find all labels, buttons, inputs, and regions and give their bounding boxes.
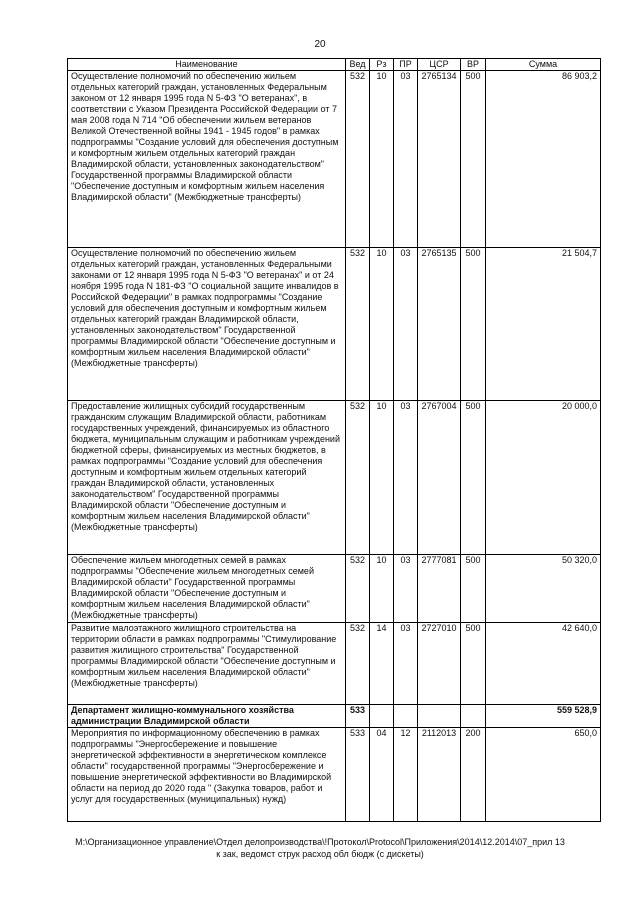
row-csr: 2727010 — [418, 623, 461, 705]
footer-file-path: M:\Организационное управление\Отдел делопроизводства\!Протокол\Protocol\Приложения\2014\12.2014\07_прил 13 — [75, 837, 565, 847]
row-ved: 532 — [346, 623, 370, 705]
table-row — [68, 555, 601, 623]
header-vr: ВР — [461, 59, 486, 71]
row-ved: 533 — [346, 728, 370, 822]
row-sum: 50 320,0 — [486, 555, 601, 623]
row-sum: 20 000,0 — [486, 401, 601, 555]
row-ved: 532 — [346, 401, 370, 555]
header-name: Наименование — [68, 59, 346, 71]
row-vr: 500 — [461, 555, 486, 623]
row-rz — [370, 705, 394, 728]
row-sum: 559 528,9 — [486, 705, 601, 728]
row-vr: 200 — [461, 728, 486, 822]
footer-file-description: к зак, ведомст струк расход обл бюдж (с дискеты) — [216, 849, 424, 859]
row-name: Мероприятия по информационному обеспечению в рамках подпрограммы "Энергосбережение и повышение энергетической эффективности в энергетическом комплексе области" государственной программы "Энергосбережение и повышение энергетической эффективности во Владимирской области на период до 2020 года " (Закупка товаров, работ и услуг для государственных (муниципальных) нужд) — [68, 728, 346, 822]
table-row — [68, 71, 601, 248]
row-name: Осуществление полномочий по обеспечению жильем отдельных категорий граждан, установленных Федеральными законами от 12 января 1995 года N 5-ФЗ "О ветеранах" и от 24 ноября 1995 года N 181-ФЗ "О социальной защите инвалидов в Российской Федерации" в рамках подпрограммы "Создание условий для обеспечения доступным и комфортным жильем отдельных категорий граждан Владимирской области, установленных законодательством" Государственной программы Владимирской области "Обеспечение доступным и комфортным жильем населения Владимирской области" (Межбюджетные трансферты) — [68, 248, 346, 401]
row-pr: 03 — [394, 248, 418, 401]
table-row — [68, 623, 601, 705]
row-rz: 10 — [370, 555, 394, 623]
header-rz: Рз — [370, 59, 394, 71]
header-sum: Сумма — [486, 59, 601, 71]
row-name: Предоставление жилищных субсидий государственным гражданским служащим Владимирской области, работникам государственных учреждений, финансируемых из областного бюджета, муниципальным служащим и работникам учреждений бюджетной сферы, финансируемых из местных бюджетов, в рамках подпрограммы "Создание условий для обеспечения доступным и комфортным жильем отдельных категорий граждан Владимирской области, установленных законодательством" Государственной программы Владимирской области "Обеспечение доступным и комфортным жильем населения Владимирской области" (Межбюджетные трансферты) — [68, 401, 346, 555]
row-ved: 532 — [346, 71, 370, 248]
row-csr: 2767004 — [418, 401, 461, 555]
row-name: Обеспечение жильем многодетных семей в рамках подпрограммы "Обеспечение жильем многодетных семей Владимирской области" Государственной программы Владимирской области "Обеспечение доступным и комфортным жильем населения Владимирской области" (Межбюджетные трансферты) — [68, 555, 346, 623]
row-rz: 10 — [370, 248, 394, 401]
budget-table — [67, 58, 601, 822]
row-rz: 10 — [370, 71, 394, 248]
row-name: Развитие малоэтажного жилищного строительства на территории области в рамках подпрограммы "Стимулирование развития жилищного строительства" Государственной программы Владимирской области "Обеспечение доступным и комфортным жильем населения Владимирской области" (Межбюджетные трансферты) — [68, 623, 346, 705]
row-rz: 10 — [370, 401, 394, 555]
header-csr: ЦСР — [418, 59, 461, 71]
row-vr — [461, 705, 486, 728]
row-csr: 2112013 — [418, 728, 461, 822]
row-pr: 03 — [394, 623, 418, 705]
table-header-row — [68, 59, 601, 71]
page-number: 20 — [314, 39, 326, 50]
header-pr: ПР — [394, 59, 418, 71]
row-rz: 04 — [370, 728, 394, 822]
header-ved: Вед — [346, 59, 370, 71]
row-vr: 500 — [461, 248, 486, 401]
row-csr — [418, 705, 461, 728]
row-vr: 500 — [461, 623, 486, 705]
table-row — [68, 401, 601, 555]
row-pr: 12 — [394, 728, 418, 822]
row-ved: 533 — [346, 705, 370, 728]
table-row — [68, 728, 601, 822]
row-rz: 14 — [370, 623, 394, 705]
row-vr: 500 — [461, 71, 486, 248]
row-vr: 500 — [461, 401, 486, 555]
row-ved: 532 — [346, 555, 370, 623]
table-row — [68, 248, 601, 401]
row-sum: 42 640,0 — [486, 623, 601, 705]
row-name: Департамент жилищно-коммунального хозяйства администрации Владимирской области — [68, 705, 346, 728]
row-pr — [394, 705, 418, 728]
row-sum: 650,0 — [486, 728, 601, 822]
row-ved: 532 — [346, 248, 370, 401]
row-pr: 03 — [394, 71, 418, 248]
row-pr: 03 — [394, 401, 418, 555]
table-row-department — [68, 705, 601, 728]
row-csr: 2765134 — [418, 71, 461, 248]
row-sum: 21 504,7 — [486, 248, 601, 401]
row-sum: 86 903,2 — [486, 71, 601, 248]
row-csr: 2765135 — [418, 248, 461, 401]
row-pr: 03 — [394, 555, 418, 623]
row-csr: 2777081 — [418, 555, 461, 623]
row-name: Осуществление полномочий по обеспечению жильем отдельных категорий граждан, установленных Федеральным законом от 12 января 1995 года N 5-ФЗ "О ветеранах", в соответствии с Указом Президента Российской Федерации от 7 мая 2008 года N 714 "Об обеспечении жильем ветеранов Великой Отечественной войны 1941 - 1945 годов" в рамках подпрограммы "Создание условий для обеспечения доступным и комфортным жильем отдельных категорий граждан Владимирской области, установленных законодательством" Государственной программы Владимирской области "Обеспечение доступным и комфортным жильем населения Владимирской области" (Межбюджетные трансферты) — [68, 71, 346, 248]
